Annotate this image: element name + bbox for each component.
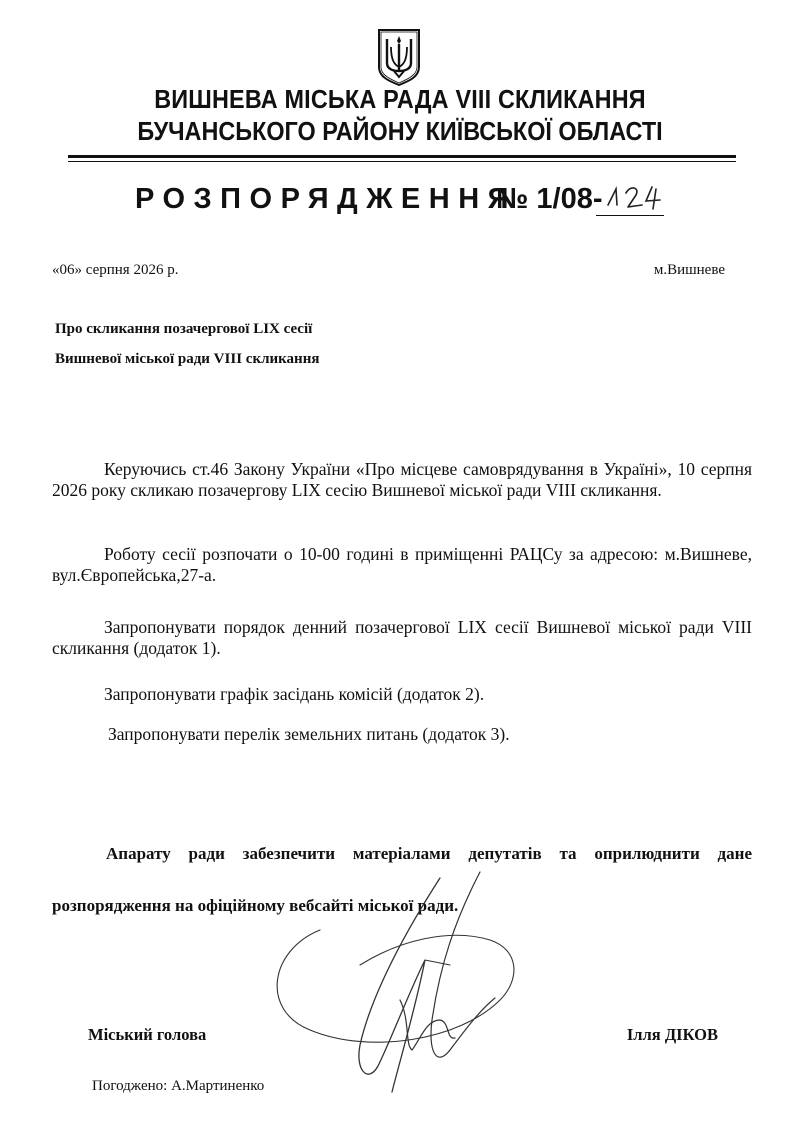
final-instruction: Апарату ради забезпечити матеріалами депутатів та оприлюднити дане розпорядження на офіційному вебсайті міської ради. (52, 844, 752, 915)
paragraph-5: Запропонувати перелік земельних питань (додаток 3). (108, 724, 510, 744)
handwritten-number (600, 175, 670, 215)
paragraph-1: Керуючись ст.46 Закону України «Про місцеве самоврядування в Україні», 10 серпня 2026 року скликаю позачергову LIX сесію Вишневої міської ради VIII скликання. (52, 459, 752, 500)
subject-line-2: Вишневої міської ради VIII скликання (55, 351, 320, 367)
signatory-position: Міський голова (88, 1025, 207, 1044)
number-underline (596, 215, 664, 216)
organization-region: БУЧАНСЬКОГО РАЙОНУ КИЇВСЬКОЇ ОБЛАСТІ (137, 116, 663, 146)
paragraph-2: Роботу сесії розпочати о 10-00 годині в приміщенні РАЦСу за адресою: м.Вишневе, вул.Європейська,27-а. (52, 544, 752, 585)
document-place: м.Вишневе (653, 262, 725, 278)
document-title: РОЗПОРЯДЖЕННЯ (135, 183, 517, 215)
document-number: № 1/08- (496, 183, 603, 215)
subject-line-1: Про скликання позачергової LIX сесії (55, 321, 313, 337)
paragraph-4: Запропонувати графік засідань комісій (додаток 2). (104, 684, 485, 704)
paragraph-3: Запропонувати порядок денний позачергової LIX сесії Вишневої міської ради VIII скликання (додаток 1). (52, 617, 752, 658)
handwritten-signature (250, 870, 540, 1100)
organization-name: ВИШНЕВА МІСЬКА РАДА VIII СКЛИКАННЯ (154, 84, 646, 114)
agreed-by: Погоджено: А.Мартиненко (92, 1078, 265, 1094)
header-rule-thick (68, 155, 736, 158)
coat-of-arms-icon (375, 27, 423, 87)
header-rule-thin (68, 161, 736, 162)
signatory-name: Ілля ДІКОВ (626, 1025, 718, 1044)
document-date: «06» серпня 2026 р. (52, 262, 179, 278)
